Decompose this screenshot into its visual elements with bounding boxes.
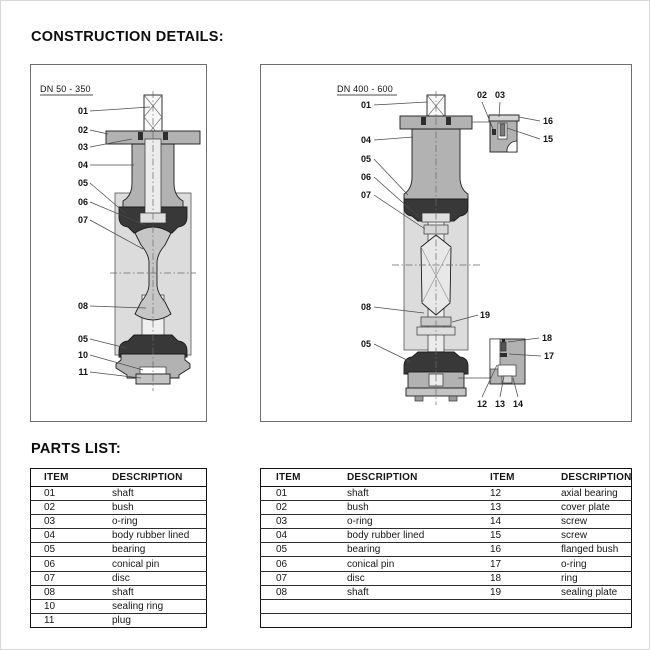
table-header-cell: DESCRIPTION xyxy=(546,469,632,487)
table-row xyxy=(261,599,632,613)
table-row xyxy=(261,543,632,557)
table-cell: bush xyxy=(99,501,207,515)
table-cell: disc xyxy=(99,571,207,585)
table-row xyxy=(261,487,632,501)
table-cell: 14 xyxy=(475,515,546,529)
callout-17: 17 xyxy=(544,351,555,361)
callout-05: 05 xyxy=(77,178,88,188)
table-cell: o-ring xyxy=(99,515,207,529)
table-row xyxy=(31,585,207,599)
table-cell: shaft xyxy=(99,585,207,599)
table-row xyxy=(261,529,632,543)
table-cell: 04 xyxy=(31,529,100,543)
table-cell: o-ring xyxy=(546,557,632,571)
table-cell xyxy=(332,599,475,613)
callout-04: 04 xyxy=(77,160,88,170)
callout-05: 05 xyxy=(360,154,371,164)
callout-19: 19 xyxy=(480,310,491,320)
diagram-range-label: DN 400 - 600 xyxy=(337,84,393,94)
callout-07: 07 xyxy=(77,215,88,225)
table-row xyxy=(31,571,207,585)
table-row xyxy=(31,515,207,529)
table-cell: 04 xyxy=(261,529,333,543)
table-cell: cover plate xyxy=(546,501,632,515)
callout-07: 07 xyxy=(360,190,371,200)
parts-table-dn400-600 xyxy=(260,468,632,628)
callout-01: 01 xyxy=(360,100,371,110)
callout-06: 06 xyxy=(360,172,371,182)
table-cell: screw xyxy=(546,529,632,543)
table-header-cell: ITEM xyxy=(31,469,100,487)
callout-03: 03 xyxy=(77,142,88,152)
detail-top-bush xyxy=(472,115,519,152)
diagram-box-dn50-350 xyxy=(30,64,207,422)
table-cell: 19 xyxy=(475,585,546,599)
table-cell: plug xyxy=(99,613,207,627)
callout-13: 13 xyxy=(494,399,506,409)
diagram-box-dn400-600 xyxy=(260,64,632,422)
table-cell: ring xyxy=(546,571,632,585)
valve-cross-section xyxy=(392,91,480,405)
callout-02: 02 xyxy=(476,90,488,100)
callout-05b: 05 xyxy=(77,334,88,344)
cover-screw-right xyxy=(449,396,457,401)
table-cell: 03 xyxy=(261,515,333,529)
callout-08: 08 xyxy=(77,301,88,311)
callout-11: 11 xyxy=(78,367,88,377)
callout-18: 18 xyxy=(542,333,553,343)
table-cell: shaft xyxy=(99,487,207,501)
table-cell xyxy=(475,599,546,613)
table-row xyxy=(31,613,207,627)
table-cell: shaft xyxy=(332,487,475,501)
table-row xyxy=(31,599,207,613)
table-header-row xyxy=(261,469,632,487)
table-row xyxy=(261,571,632,585)
table-cell: sealing ring xyxy=(99,599,207,613)
callout-03: 03 xyxy=(494,90,506,100)
table-cell: axial bearing xyxy=(546,487,632,501)
table-header-cell: DESCRIPTION xyxy=(332,469,475,487)
table-header-row xyxy=(31,469,207,487)
table-cell: shaft xyxy=(332,585,475,599)
table-cell: 02 xyxy=(31,501,100,515)
o-ring-right xyxy=(446,117,451,125)
table-cell: 17 xyxy=(475,557,546,571)
table-cell: 18 xyxy=(475,571,546,585)
table-cell: 11 xyxy=(31,613,100,627)
callout-04: 04 xyxy=(360,135,371,145)
table-cell: 13 xyxy=(475,501,546,515)
table-row xyxy=(31,543,207,557)
parts-table-dn50-350 xyxy=(30,468,207,628)
table-cell: 15 xyxy=(475,529,546,543)
table-cell: disc xyxy=(332,571,475,585)
table-cell: body rubber lined xyxy=(332,529,475,543)
callout-15: 15 xyxy=(543,134,554,144)
table-cell: conical pin xyxy=(332,557,475,571)
table-cell: 06 xyxy=(31,557,100,571)
valve-cross-section xyxy=(106,91,200,391)
table-cell xyxy=(475,613,546,627)
table-row xyxy=(31,487,207,501)
valve-drawing-dn50-350 xyxy=(31,65,206,421)
o-ring-right xyxy=(163,132,168,140)
table-row xyxy=(31,557,207,571)
table-cell: 02 xyxy=(261,501,333,515)
table-cell: 01 xyxy=(31,487,100,501)
table-cell xyxy=(261,599,333,613)
table-row xyxy=(31,529,207,543)
table-cell: 08 xyxy=(261,585,333,599)
table-cell: bearing xyxy=(332,543,475,557)
callout-05b: 05 xyxy=(360,339,371,349)
table-cell: conical pin xyxy=(99,557,207,571)
table-cell: 07 xyxy=(31,571,100,585)
table-cell: screw xyxy=(546,515,632,529)
table-row xyxy=(261,501,632,515)
table-row xyxy=(261,613,632,627)
table-cell xyxy=(546,613,632,627)
table-cell: flanged bush xyxy=(546,543,632,557)
parts-list-title: PARTS LIST: xyxy=(31,441,122,457)
table-cell: 06 xyxy=(261,557,333,571)
table-cell: 01 xyxy=(261,487,333,501)
table-header-cell: ITEM xyxy=(475,469,546,487)
table-cell: 12 xyxy=(475,487,546,501)
table-cell: sealing plate xyxy=(546,585,632,599)
table-row xyxy=(31,501,207,515)
table-cell: 05 xyxy=(31,543,100,557)
table-cell: 05 xyxy=(261,543,333,557)
table-header-cell: DESCRIPTION xyxy=(99,469,207,487)
table-cell: 10 xyxy=(31,599,100,613)
valve-drawing-dn400-600 xyxy=(261,65,631,421)
callout-16: 16 xyxy=(543,116,554,126)
callout-14: 14 xyxy=(512,399,524,409)
table-row xyxy=(261,585,632,599)
callout-02: 02 xyxy=(77,125,88,135)
table-cell: 08 xyxy=(31,585,100,599)
table-cell: bush xyxy=(332,501,475,515)
table-header-cell: ITEM xyxy=(261,469,333,487)
table-row xyxy=(261,515,632,529)
table-cell: 03 xyxy=(31,515,100,529)
o-ring-left xyxy=(138,132,143,140)
table-cell: 16 xyxy=(475,543,546,557)
table-cell: body rubber lined xyxy=(99,529,207,543)
table-cell: 07 xyxy=(261,571,333,585)
callout-10: 10 xyxy=(77,350,88,360)
diagram-range-label: DN 50 - 350 xyxy=(40,84,91,94)
callout-06: 06 xyxy=(77,197,88,207)
construction-details-title: CONSTRUCTION DETAILS: xyxy=(31,29,224,45)
callout-08: 08 xyxy=(360,302,371,312)
table-cell xyxy=(546,599,632,613)
table-cell xyxy=(332,613,475,627)
callout-01: 01 xyxy=(77,106,88,116)
table-cell: bearing xyxy=(99,543,207,557)
table-cell xyxy=(261,613,333,627)
table-row xyxy=(261,557,632,571)
table-cell: o-ring xyxy=(332,515,475,529)
cover-screw-left xyxy=(415,396,423,401)
o-ring-left xyxy=(421,117,426,125)
callout-labels xyxy=(78,106,88,377)
callout-12: 12 xyxy=(476,399,488,409)
